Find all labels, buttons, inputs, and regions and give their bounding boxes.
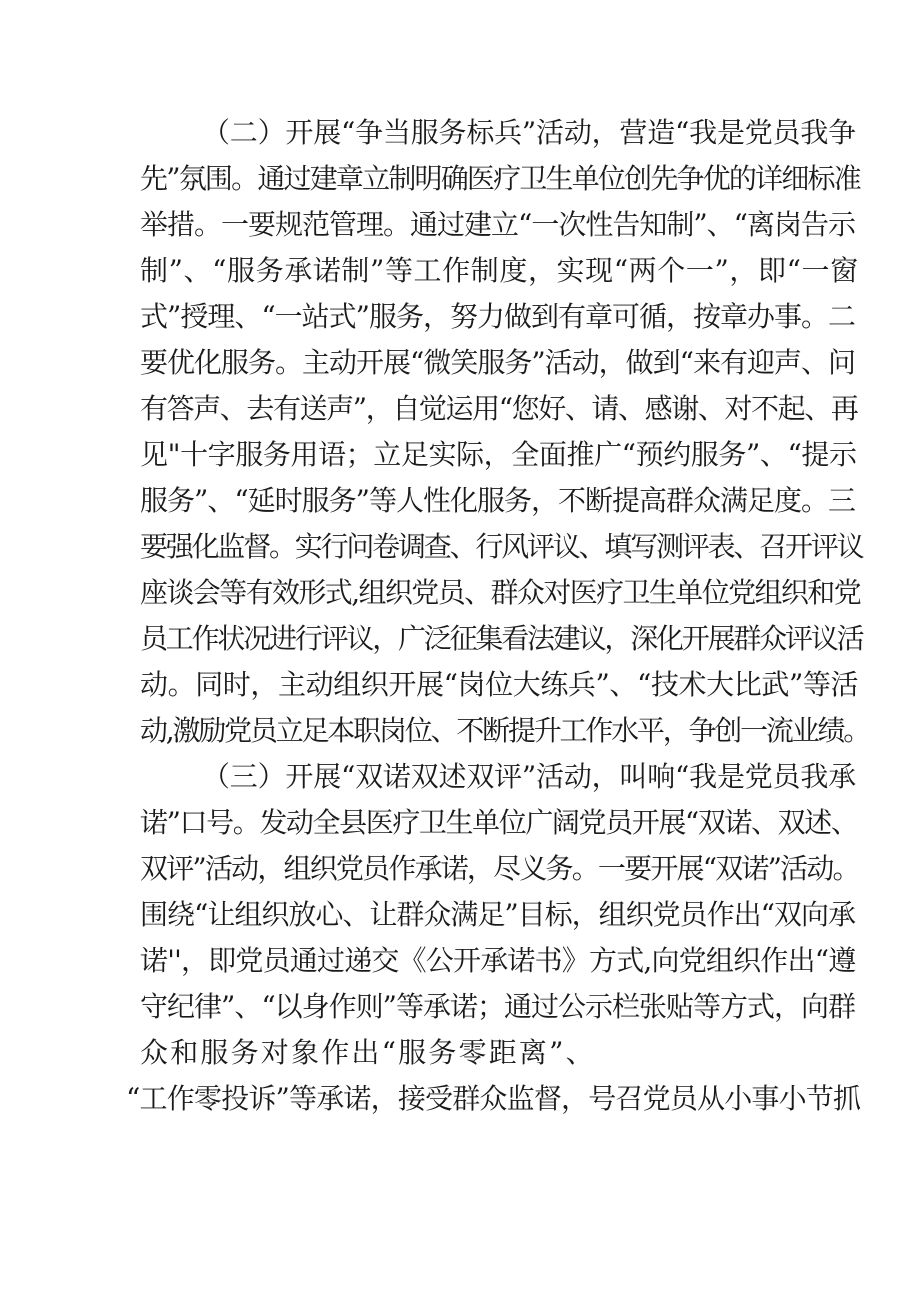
text-line: 制”、“服务承诺制”等工作制度，实现“两个一”，即“一窗 (140, 254, 859, 287)
text-line: （三）开展“双诺双述双评”活动，叫响“我是党员我承 (202, 760, 856, 793)
text-line: 先”氛围。通过建章立制明确医疗卫生单位创先争优的详细标准 (140, 162, 860, 195)
text-line: “工作零投诉”等承诺，接受群众监督，号召党员从小事小节抓 (126, 1082, 861, 1115)
text-line: 动,激励党员立足本职岗位、不断提升工作水平，争创一流业绩。 (140, 714, 870, 747)
text-line: 双评”活动，组织党员作承诺，尽义务。一要开展“双诺”活动。 (140, 852, 859, 885)
text-line: 员工作状况进行评议，广泛征集看法建议，深化开展群众评议活 (140, 622, 863, 655)
text-line: 众和服务对象作出“服务零距离”、 (140, 1036, 596, 1069)
text-line: 服务”、“延时服务”等人性化服务，不断提高群众满足度。三 (140, 484, 855, 517)
text-line: 围绕“让组织放心、让群众满足”目标，组织党员作出“双向承 (140, 898, 855, 931)
text-line: 动。同时，主动组织开展“岗位大练兵”、“技术大比武”等活 (140, 668, 859, 701)
text-line: 守纪律”、“以身作则”等承诺；通过公示栏张贴等方式，向群 (140, 990, 855, 1023)
text-line: 式”授理、“一站式”服务，努力做到有章可循，按章办事。二 (140, 300, 855, 333)
text-line: 座谈会等有效形式,组织党员、群众对医疗卫生单位党组织和党 (140, 576, 861, 609)
text-line: 要优化服务。主动开展“微笑服务”活动，做到“来有迎声、问 (140, 346, 855, 379)
text-line: （二）开展“争当服务标兵”活动，营造“我是党员我争 (202, 116, 856, 149)
text-line: 要强化监督。实行问卷调查、行风评议、填写测评表、召开评议 (140, 530, 863, 563)
text-line: 有答声、去有送声”，自觉运用“您好、请、感谢、对不起、再 (140, 392, 858, 425)
text-line: 见"十字服务用语；立足实际，全面推广“预约服务”、“提示 (140, 438, 857, 471)
text-line: 诺''，即党员通过递交《公开承诺书》方式,向党组织作出“遵 (140, 944, 856, 977)
text-line: 举措。一要规范管理。通过建立“一次性告知制”、“离岗告示 (140, 208, 855, 241)
text-line: 诺”口号。发动全县医疗卫生单位广阔党员开展“双诺、双述、 (140, 806, 858, 839)
